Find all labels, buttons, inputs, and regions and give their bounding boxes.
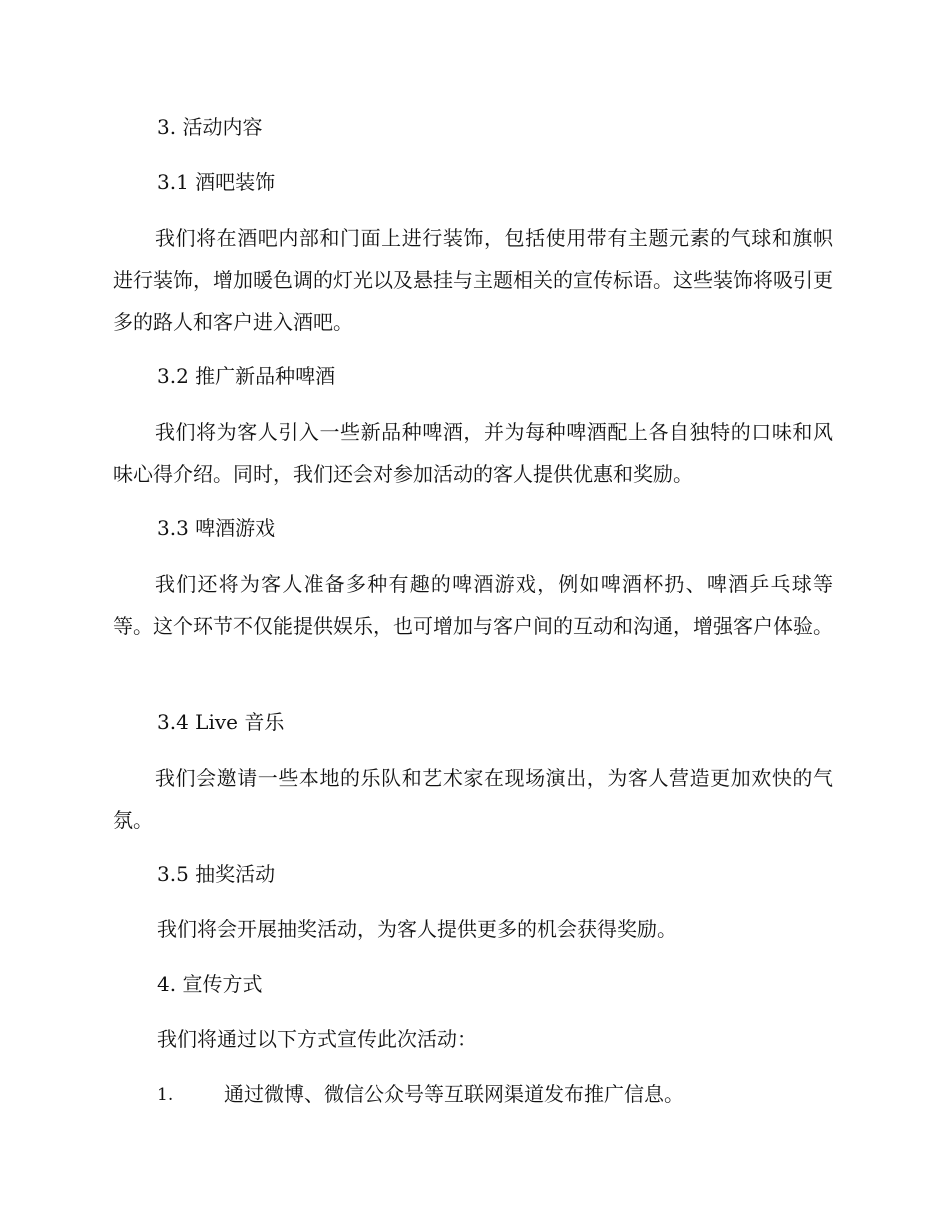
section-heading-3-2: 3.2 推广新品种啤酒 bbox=[157, 364, 336, 388]
paragraph-3-5: 我们将会开展抽奖活动，为客人提供更多的机会获得奖励。 bbox=[157, 917, 677, 941]
section-heading-3-4: 3.4 Live 音乐 bbox=[157, 710, 285, 734]
paragraph-3-3: 我们还将为客人准备多种有趣的啤酒游戏，例如啤酒杯扔、啤酒乒乓球等等。这个环节不仅能提供娱乐，也可增加与客户间的互动和沟通，增强客户体验。 bbox=[113, 572, 833, 638]
section-heading-3: 3. 活动内容 bbox=[157, 115, 263, 139]
list-item-number: 1. bbox=[157, 1085, 174, 1105]
section-heading-3-1: 3.1 酒吧装饰 bbox=[157, 170, 276, 194]
paragraph-4: 我们将通过以下方式宣传此次活动： bbox=[157, 1027, 477, 1051]
list-item-text: 通过微博、微信公众号等互联网渠道发布推广信息。 bbox=[224, 1082, 684, 1106]
paragraph-3-2: 我们将为客人引入一些新品种啤酒，并为每种啤酒配上各自独特的口味和风味心得介绍。同时，我们还会对参加活动的客人提供优惠和奖励。 bbox=[113, 420, 833, 486]
section-heading-4: 4. 宣传方式 bbox=[157, 972, 263, 996]
section-heading-3-3: 3.3 啤酒游戏 bbox=[157, 516, 276, 540]
section-heading-3-5: 3.5 抽奖活动 bbox=[157, 862, 276, 886]
paragraph-3-1: 我们将在酒吧内部和门面上进行装饰，包括使用带有主题元素的气球和旗帜进行装饰，增加暖色调的灯光以及悬挂与主题相关的宣传标语。这些装饰将吸引更多的路人和客户进入酒吧。 bbox=[113, 226, 833, 334]
paragraph-3-4: 我们会邀请一些本地的乐队和艺术家在现场演出，为客人营造更加欢快的气氛。 bbox=[113, 766, 833, 832]
